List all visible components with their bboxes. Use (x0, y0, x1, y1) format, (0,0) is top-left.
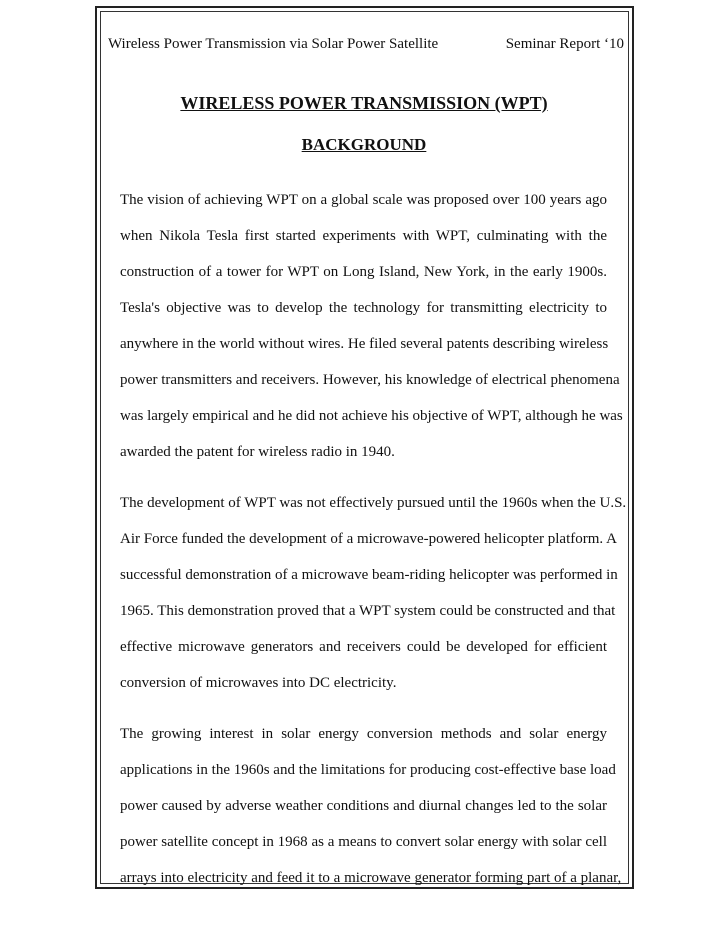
paragraph-2-line: successful demonstration of a microwave beam-riding helicopter was performed in (120, 567, 618, 583)
paragraph-1-line: construction of a tower for WPT on Long Island, New York, in the early 1900s. (120, 264, 607, 280)
paragraph-3-line: arrays into electricity and feed it to a microwave generator forming part of a planar, (120, 870, 622, 886)
paragraph-2-line: 1965. This demonstration proved that a WPT system could be constructed and that (120, 603, 616, 619)
paragraph-1-line: when Nikola Tesla first started experiments with WPT, culminating with the (120, 228, 607, 244)
header-title: Wireless Power Transmission via Solar Power Satellite (108, 36, 439, 52)
paragraph-2-line: Air Force funded the development of a microwave-powered helicopter platform. A (120, 531, 617, 547)
paragraph-1-line: Tesla's objective was to develop the technology for transmitting electricity to (120, 300, 607, 316)
paragraph-3-line: applications in the 1960s and the limitations for producing cost-effective base load (120, 762, 616, 778)
paragraph-3-line: The growing interest in solar energy conversion methods and solar energy (120, 726, 607, 742)
paragraph-1-line: anywhere in the world without wires. He filed several patents describing wireless (120, 336, 609, 352)
paragraph-2-line: conversion of microwaves into DC electricity. (120, 675, 397, 691)
running-header (108, 35, 624, 53)
header-report-label: Seminar Report ‘10 (505, 36, 624, 52)
paragraph-1-line: was largely empirical and he did not achieve his objective of WPT, although he was (120, 408, 623, 424)
paragraph-3-line: power caused by adverse weather conditions and diurnal changes led to the solar (120, 798, 607, 814)
paragraph-1-line: The vision of achieving WPT on a global scale was proposed over 100 years ago (120, 192, 607, 208)
paragraph-1-line: power transmitters and receivers. However, his knowledge of electrical phenomena (120, 372, 620, 388)
section-heading: BACKGROUND (301, 135, 427, 154)
paragraph-2-line: The development of WPT was not effectively pursued until the 1960s when the U.S. (120, 495, 627, 511)
paragraph-1-line: awarded the patent for wireless radio in 1940. (120, 444, 395, 460)
page-title: WIRELESS POWER TRANSMISSION (WPT) (180, 93, 548, 113)
paragraph-2-line: effective microwave generators and receivers could be developed for efficient (120, 639, 607, 655)
paragraph-3-line: power satellite concept in 1968 as a means to convert solar energy with solar cell (120, 834, 607, 850)
